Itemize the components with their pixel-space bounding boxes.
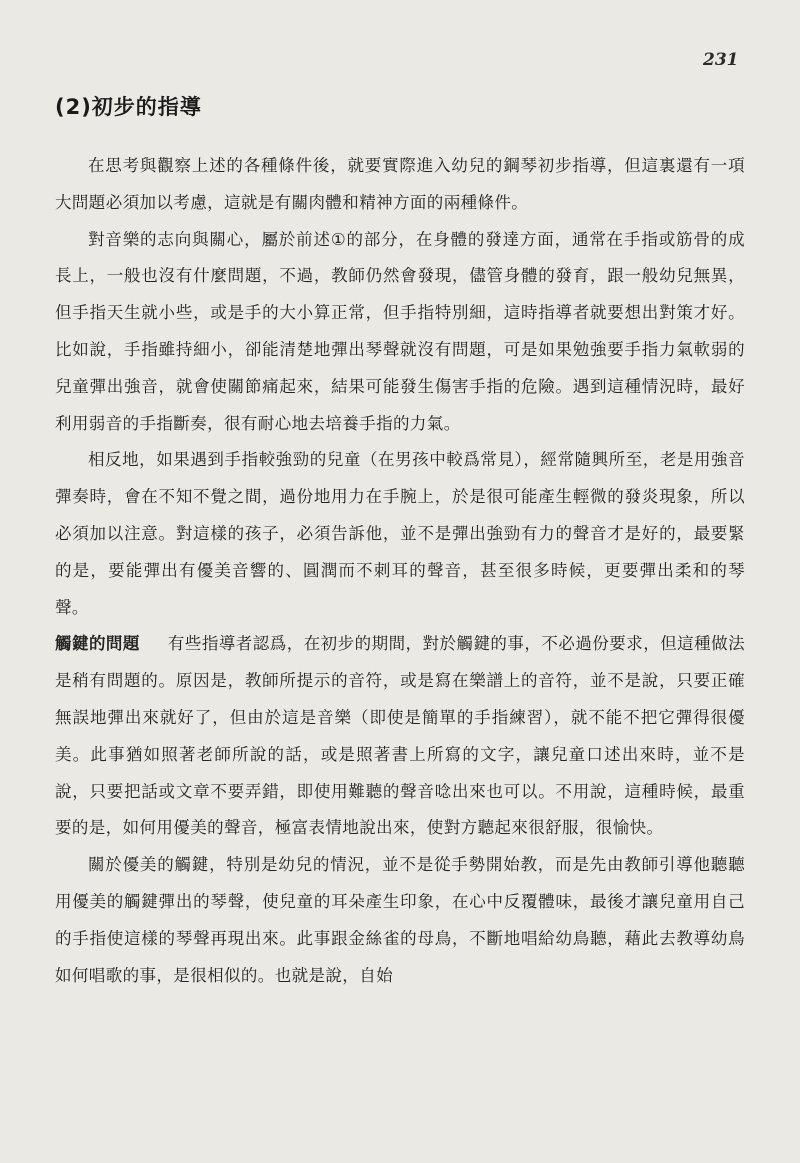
section-heading: (2)初步的指導 — [55, 95, 202, 119]
paragraph-touch-text: 有些指導者認爲，在初步的期間，對於觸鍵的事，不必過份要求，但這種做法是稍有問題的。原因是，教師所提示的音符，或是寫在樂譜上的音符，並不是說，只要正確無誤地彈出來就好了，但由於這是音樂（即使是簡單的手指練習），就不能不把它彈得很優美。此事猶如照著老師所說的話，或是照著書上所寫的文字，讓兒童口述出來時，並不是說，只要把話或文章不要弄錯，即使用難聽的聲音唸出來也可以。不用說，這種時候，最重要的是，如何用優美的聲音，極富表情地說出來，使對方聽起來很舒服，很愉快。 — [55, 634, 746, 838]
paragraph-intro: 在思考與觀察上述的各種條件後，就要實際進入幼兒的鋼琴初步指導，但這裏還有一項大問題必須加以考慮，這就是有關肉體和精神方面的兩種條件。 — [55, 156, 745, 212]
page-number: 231 — [703, 50, 739, 70]
paragraph-strong-fingers: 相反地，如果遇到手指較強勁的兒童（在男孩中較爲常見），經常隨興所至，老是用強音彈奏時，會在不知不覺之間，過份地用力在手腕上，於是很可能產生輕微的發炎現象，所以必須加以注意。對這樣的孩子，必須告訴他，並不是彈出強勁有力的聲音才是好的，最要緊的是，要能彈出有優美音響的、圓潤而不刺耳的聲音，甚至很多時候，更要彈出柔和的琴聲。 — [55, 450, 745, 617]
run-in-heading-touch: 觸鍵的問題 — [55, 634, 140, 654]
paragraph-physical-development: 對音樂的志向與關心，屬於前述①的部分，在身體的發達方面，通常在手指或筋骨的成長上，一般也沒有什麼問題，不過，教師仍然會發現，儘管身體的發育，跟一般幼兒無異，但手指天生就小些，或是手的大小算正常，但手指特別細，這時指導者就要想出對策才好。比如說，手指雖持細小，卻能清楚地彈出琴聲就沒有問題，可是如果勉強要手指力氣軟弱的兒童彈出強音，就會使關節痛起來，結果可能發生傷害手指的危險。遇到這種情況時，最好利用弱音的手指斷奏，很有耐心地去培養手指的力氣。 — [55, 229, 745, 433]
paragraph-touch-problem — [55, 626, 745, 847]
paragraph-beautiful-touch: 關於優美的觸鍵，特別是幼兒的情況，並不是從手勢開始教，而是先由教師引導他聽聽用優美的觸鍵彈出的琴聲，使兒童的耳朵產生印象，在心中反覆體味，最後才讓兒童用自己的手指使這樣的琴聲再現出來。此事跟金絲雀的母鳥，不斷地唱給幼鳥聽，藉此去教導幼鳥如何唱歌的事，是很相似的。也就是說，自始 — [55, 855, 745, 985]
body-text — [55, 148, 745, 994]
